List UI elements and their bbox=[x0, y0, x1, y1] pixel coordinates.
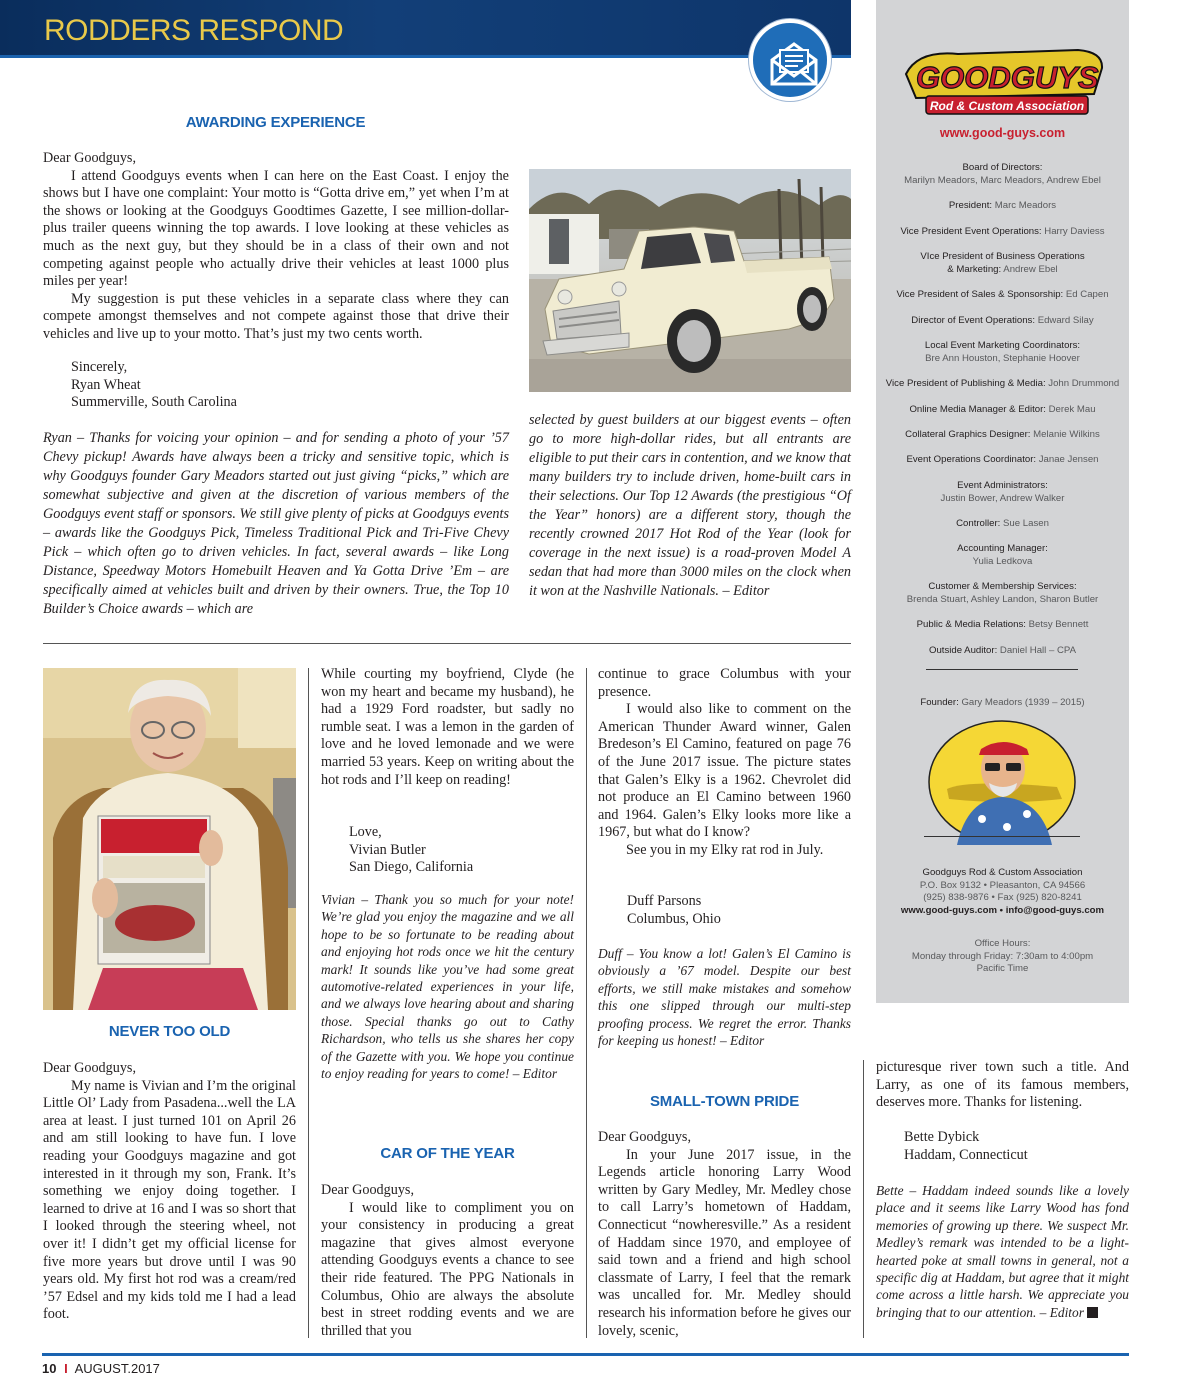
editor-reply bbox=[876, 1182, 1129, 1321]
goodguys-logo bbox=[898, 44, 1108, 120]
org-address: P.O. Box 9132 • Pleasanton, CA 94566 bbox=[919, 879, 1086, 891]
staff-role: Event Administrators: bbox=[957, 480, 1048, 491]
org-phone: (925) 838-9876 • Fax (925) 820-8241 bbox=[923, 892, 1082, 904]
staff-entry bbox=[876, 429, 1129, 442]
letter-paragraph: continue to grace Columbus with your presence. bbox=[598, 666, 851, 700]
hours-value: Monday through Friday: 7:30am to 4:00pm bbox=[911, 950, 1094, 962]
editor-reply-continued: selected by guest builders at our biggest events – often go to more high-dollar rides, but all entrants are eligible to put their cars in contention, and we know that many builders try to include driven, home-built cars in their selections. Our Top 12 Awards (the prestigious “Of the Year” honors) are a different story, though the recently crowned 2017 Hot Rod of the Year (look for coverage in the next issue) is a road-proven Model A sedan that had more than 3000 miles on the clock when it won at the Nashville Nationals. – Editor bbox=[529, 412, 851, 599]
letter-heading-small-town-pride: SMALL-TOWN PRIDE bbox=[649, 1093, 799, 1110]
staff-role: Controller: bbox=[956, 518, 1001, 529]
signature-name: Bette Dybick bbox=[904, 1129, 980, 1145]
staff-role: Local Event Marketing Coordinators: bbox=[924, 340, 1081, 351]
signature-closing: Love, bbox=[349, 824, 382, 840]
staff-entry bbox=[876, 454, 1129, 467]
letter-body bbox=[43, 150, 509, 344]
staff-role: Online Media Manager & Editor: bbox=[909, 404, 1046, 415]
letter-greeting: Dear Goodguys, bbox=[43, 1060, 136, 1076]
letter-signature bbox=[627, 893, 851, 928]
signature-name: Duff Parsons bbox=[627, 893, 702, 909]
letter-body bbox=[598, 1129, 851, 1340]
letter-paragraph: picturesque river town such a title. And Larry, as one of its famous members, deserves more. Thanks for listening. bbox=[876, 1059, 1129, 1111]
founder-label: Founder: bbox=[920, 697, 959, 708]
signature-location: San Diego, California bbox=[349, 859, 474, 876]
staff-entry bbox=[876, 200, 1129, 213]
staff-name: Yulia Ledkova bbox=[972, 555, 1033, 567]
letter-heading-awarding-experience: AWARDING EXPERIENCE bbox=[185, 114, 366, 131]
founder-credit bbox=[876, 697, 1129, 710]
office-hours bbox=[876, 938, 1129, 976]
staff-entry bbox=[876, 162, 1129, 187]
editor-reply: Vivian – Thank you so much for your note! We’re glad you enjoy the magazine and we all hope to be so fortunate to be reading about and enjoying hot rods once we hit the century mark! It sounds like you’ve had some great automotive-related experiences in your life, and we always love hearing about and sharing those. Special thanks go out to Cathy Richardson, who tells us she shares her copy of the Gazette with you. We hope you continue to enjoy reading for years to come! – Editor bbox=[321, 892, 574, 1082]
envelope-icon bbox=[749, 19, 831, 101]
staff-entry bbox=[876, 581, 1129, 606]
staff-role: Vice President Event Operations: bbox=[900, 226, 1042, 237]
goodguys-mark-icon bbox=[1087, 1307, 1098, 1318]
footer-separator: I bbox=[64, 1361, 68, 1376]
staff-entry bbox=[876, 378, 1129, 391]
founder-name: Gary Meadors (1939 – 2015) bbox=[961, 697, 1085, 708]
letter-body-continued bbox=[876, 1059, 1129, 1112]
letter-heading-never-too-old: NEVER TOO OLD bbox=[108, 1023, 231, 1040]
staff-name: Andrew Ebel bbox=[1003, 263, 1058, 275]
staff-role: Outside Auditor: bbox=[928, 645, 998, 656]
staff-name: Janae Jensen bbox=[1038, 454, 1099, 465]
staff-role: Accounting Manager: bbox=[957, 543, 1048, 554]
staff-name: Daniel Hall – CPA bbox=[999, 645, 1076, 656]
column-divider bbox=[863, 1060, 864, 1338]
letter-signature bbox=[71, 359, 371, 412]
letter-heading-car-of-the-year: CAR OF THE YEAR bbox=[380, 1145, 515, 1162]
letter-greeting: Dear Goodguys, bbox=[43, 150, 136, 166]
letter-paragraph: I attend Goodguys events when I can here on the East Coast. I enjoy the shows but I have one complaint: Your motto is “Gotta drive em,” yet when I’m at the shows or looking at the Goodguys Goodtimes Gazette, I see million-dollar-plus trailer queens winning the top awards. I love looking at these vehicles as much as the next guy, but they should be in a class of their own and not competing against people who actually drive their vehicles at least 1000 plus miles per year! bbox=[43, 167, 509, 290]
staff-name: John Drummond bbox=[1048, 378, 1120, 389]
staff-entry bbox=[876, 289, 1129, 302]
editor-reply: Ryan – Thanks for voicing your opinion – and for sending a photo of your ’57 Chevy pickup! Awards have always been a tricky and sensitive topic, which is why Goodguys founder Gary Meadors started out just giving “picks,” which are somewhat subjective and given at the discretion of various members of the Goodguys event staff or sponsors. We still give plenty of picks at Goodguys events – awards like the Goodguys Pick, Timeless Traditional Pick and Tri-Five Chevy Pick – which often go to driven vehicles. In fact, several awards – like Long Distance, Speedway Motors Homebuilt Heaven and Ya Gotta Drive ’Em – are specifically aimed at vehicles built and driven by their owners. True, the Top 10 Builder’s Choice awards – which are bbox=[43, 430, 509, 617]
letter-body bbox=[321, 1182, 574, 1340]
logo-subtext: Rod & Custom Association bbox=[929, 99, 1085, 113]
hours-timezone: Pacific Time bbox=[976, 963, 1029, 975]
hours-label: Office Hours: bbox=[974, 938, 1031, 949]
staff-entry bbox=[876, 619, 1129, 632]
signature-location: Summerville, South Carolina bbox=[71, 394, 237, 411]
signature-location: Haddam, Connecticut bbox=[904, 1146, 1028, 1163]
vivian-butler-photo bbox=[43, 668, 296, 1010]
signature-name: Ryan Wheat bbox=[71, 376, 141, 393]
staff-name: Justin Bower, Andrew Walker bbox=[940, 492, 1065, 504]
staff-entry bbox=[876, 518, 1129, 531]
staff-name: Ed Capen bbox=[1065, 289, 1109, 300]
staff-entry bbox=[876, 315, 1129, 328]
staff-name: Marilyn Meadors, Marc Meadors, Andrew Ebel bbox=[904, 174, 1101, 186]
letter-body-continued bbox=[321, 666, 574, 789]
sidebar-website: www.good-guys.com bbox=[939, 126, 1066, 140]
staff-entry bbox=[876, 404, 1129, 417]
founder-cartoon-illustration bbox=[927, 719, 1077, 845]
staff-name: Derek Mau bbox=[1048, 404, 1096, 415]
sidebar-divider bbox=[924, 836, 1080, 837]
column-divider bbox=[586, 668, 587, 1338]
staff-entry bbox=[876, 340, 1129, 365]
staff-entry bbox=[876, 645, 1129, 658]
page-number: 10 bbox=[42, 1361, 57, 1376]
staff-entry bbox=[876, 226, 1129, 239]
staff-role: & Marketing: bbox=[947, 263, 1002, 275]
masthead-sidebar bbox=[876, 0, 1129, 1003]
signature-location: Columbus, Ohio bbox=[627, 910, 721, 927]
footer-rule bbox=[42, 1353, 1129, 1356]
staff-name: Bre Ann Houston, Stephanie Hoover bbox=[925, 352, 1080, 364]
staff-entry bbox=[876, 251, 1129, 276]
letter-body bbox=[43, 1060, 296, 1324]
letter-paragraph: While courting my boyfriend, Clyde (he won my heart and became my husband), he had a 1929 Ford roadster, but sadly no rumble seat. I was a lemon in the garden of love and he loved lemonade and we were married 53 years. Keep on writing about the hot rods and I’ll keep on reading! bbox=[321, 666, 574, 788]
staff-name: Harry Daviess bbox=[1044, 226, 1105, 237]
logo-wordmark: GOODGUYS bbox=[916, 60, 1099, 95]
contact-block bbox=[876, 867, 1129, 917]
staff-role: Vice President of Sales & Sponsorship: bbox=[896, 289, 1064, 300]
signature-name: Vivian Butler bbox=[349, 841, 426, 858]
editor-reply: Duff – You know a lot! Galen’s El Camino is obviously a ’67 model. Despite our best efforts, we still make mistakes and somehow this one slipped through our multi-step proofing process. We regret the error. Thanks for keeping us honest! – Editor bbox=[598, 946, 851, 1049]
letter-paragraph: I would like to compliment you on your consistency in producing a great magazine that gives almost everyone attending Goodguys events a chance to see their ride featured. The PPG Nationals in Columbus, Ohio are always the absolute best in street rodding events and we are thrilled that you bbox=[321, 1199, 574, 1339]
staff-name: Sue Lasen bbox=[1003, 518, 1049, 529]
staff-role: Board of Directors: bbox=[962, 162, 1043, 173]
staff-role: Customer & Membership Services: bbox=[928, 581, 1077, 592]
sidebar-divider bbox=[926, 669, 1078, 670]
staff-role: Public & Media Relations: bbox=[916, 619, 1026, 630]
section-banner bbox=[0, 0, 851, 58]
column-divider bbox=[308, 668, 309, 1338]
staff-name: Betsy Bennett bbox=[1028, 619, 1089, 630]
letter-paragraph: My suggestion is put these vehicles in a separate class where they can compete amongst themselves and not compete against those that drive their vehicles and live up to your motto. That’s just my two cents worth. bbox=[43, 290, 509, 342]
org-web-email: www.good-guys.com • info@good-guys.com bbox=[900, 904, 1105, 916]
staff-entry bbox=[876, 543, 1129, 568]
letter-signature bbox=[904, 1129, 1129, 1164]
staff-role: Vice President of Publishing & Media: bbox=[885, 378, 1046, 389]
section-divider bbox=[43, 643, 851, 644]
staff-name: Edward Silay bbox=[1037, 315, 1094, 326]
staff-role: President: bbox=[948, 200, 993, 211]
staff-name: Brenda Stuart, Ashley Landon, Sharon Butler bbox=[906, 593, 1099, 605]
staff-role: VIce President of Business Operations bbox=[920, 251, 1085, 262]
issue-date: AUGUST.2017 bbox=[74, 1361, 160, 1376]
org-name: Goodguys Rod & Custom Association bbox=[922, 867, 1083, 878]
staff-name: Melanie Wilkins bbox=[1033, 429, 1100, 440]
letter-paragraph: I would also like to comment on the American Thunder Award winner, Galen Bredeson’s El Camino, featured on page 76 of the June 2017 issue. The picture states that Galen’s Elky is a 1962. Chevrolet did not produce an El Camino between 1960 and 1964. Galen’s Elky looks more like a 1967, but what do I know? bbox=[598, 701, 851, 841]
page-footer bbox=[42, 1361, 160, 1376]
staff-role: Collateral Graphics Designer: bbox=[905, 429, 1031, 440]
staff-role: Event Operations Coordinator: bbox=[906, 454, 1037, 465]
editor-reply-text: Bette – Haddam indeed sounds like a lovely place and it seems like Larry Wood has fond memories of growing up there. We suspect Mr. Medley’s remark was intended to be a light-hearted poke at small towns in general, not a specific dig at Haddam, but agree that it might come across a little harsh. We appreciate you bringing that to our attention. – Editor bbox=[876, 1183, 1129, 1320]
letter-signature bbox=[349, 824, 574, 877]
letter-greeting: Dear Goodguys, bbox=[598, 1129, 691, 1145]
letter-paragraph: See you in my Elky rat rod in July. bbox=[626, 841, 824, 858]
section-title: RODDERS RESPOND bbox=[44, 14, 344, 47]
letter-paragraph: My name is Vivian and I’m the original Little Ol’ Lady from Pasadena...well the LA area at least. I just turned 101 on April 26 and am still looking to have fun. I love reading your Goodguys magazine and got interested in it through my son, Frank. It’s something we enjoy doing together. I learned to drive at 16 and I was so short that I looked through the steering wheel, not over it! I didn’t get my official license for five more years but drove until I was 90 years old. My first hot rod was a cream/red ’57 Edsel and my kids told me I had a lead foot. bbox=[43, 1077, 296, 1323]
signature-closing: Sincerely, bbox=[71, 359, 128, 375]
letter-paragraph: In your June 2017 issue, in the Legends article honoring Larry Wood written by Gary Medley, Mr. Medley chose to call Larry’s hometown of Haddam, Connecticut “nowheresville.” As a resident of Haddam since 1970, and employee of said town and a friend and high school classmate of Larry, I feel that the remark was uncalled for. Mr. Medley should research his information before he gives our lovely, scenic, bbox=[598, 1146, 851, 1339]
staff-name: Marc Meadors bbox=[994, 200, 1057, 211]
letter-greeting: Dear Goodguys, bbox=[321, 1182, 414, 1198]
staff-entry bbox=[876, 480, 1129, 505]
chevy-pickup-photo bbox=[529, 169, 851, 392]
staff-role: Director of Event Operations: bbox=[911, 315, 1036, 326]
letter-body-continued bbox=[598, 666, 851, 860]
